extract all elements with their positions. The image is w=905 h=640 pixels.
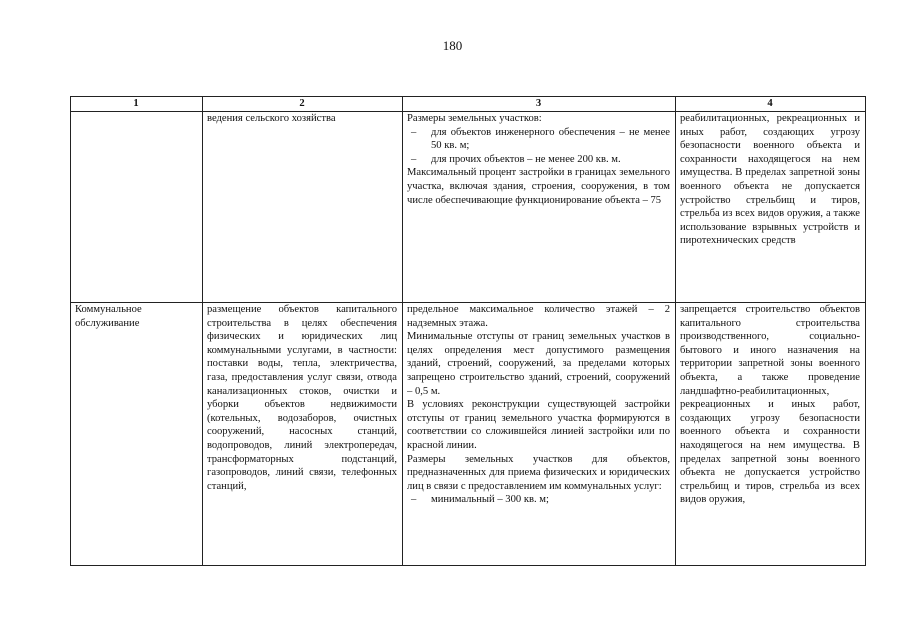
cell-text: реабилитационных, рекреационных и иных работ, создающих угрозу безопасности военного объекта и сохранности находящегося на нем имущества. В пределах запретной зоны военного объекта не допускается устройство стрельбищ и тиров, стрельба из всех видов оружия, а также использование взрывных устройств и пиротехнических средств — [680, 113, 860, 247]
permitted-use-description-cell — [203, 303, 403, 566]
land-use-type-cell — [71, 112, 203, 303]
cell-text: размещение объектов капитального строительства в целях обеспечения физических и юридических лиц коммунальными услугами, в частности: поставки воды, тепла, электричества, газа, предоставления услуг связи, отвода канализационных стоков, очистки и уборки объектов недвижимости (котельных, водозаборов, очистных сооружений, насосных станций, водопроводов, линий электропередач, трансформаторных подстанций, газопроводов, линий связи, телефонных станций, — [207, 304, 397, 492]
column-header: 4 — [676, 97, 866, 112]
table-row — [71, 112, 866, 303]
parameters-cell — [403, 303, 676, 566]
column-header: 2 — [203, 97, 403, 112]
parameters-text: Максимальный процент застройки в границах земельного участка, включая здания, строения, сооружения, в том числе обеспечивающие функционирование объекта – 75 — [407, 167, 670, 206]
table-header-row — [71, 97, 866, 112]
parameters-list — [407, 126, 670, 167]
cell-text: запрещается строительство объектов капитального строительства производственного, социально-бытового и иного назначения на территории запретной зоны военного объекта, а также проведение ландшафтно-реабилитационных, рекреационных и иных работ, создающих угрозу безопасности военного объекта и сохранности находящегося на нем имущества. В пределах запретной зоны военного объекта не допускается устройство стрельбищ и тиров, стрельба из всех видов оружия, — [680, 304, 860, 506]
column-header: 3 — [403, 97, 676, 112]
parameters-text: В условиях реконструкции существующей застройки отступы от границ земельного участка формируются в соответствии со сложившейся линией застройки или по красной линии. — [407, 399, 670, 451]
parameters-intro: Размеры земельных участков: — [407, 113, 542, 124]
land-use-type-cell — [71, 303, 203, 566]
regulations-table — [70, 96, 866, 566]
parameters-cell — [403, 112, 676, 303]
cell-text: ведения сельского хозяйства — [207, 113, 336, 124]
permitted-use-description-cell — [203, 112, 403, 303]
parameters-text: Размеры земельных участков для объектов, предназначенных для приема физических и юридических лиц в связи с предоставлением им коммунальных услуг: — [407, 453, 670, 492]
parameters-text: Минимальные отступы от границ земельных участков в целях определения мест допустимого размещения зданий, строений, сооружений, за пределами которых запрещено строительство зданий, строений, сооружений – 0,5 м. — [407, 331, 670, 397]
cell-text: Коммунальное обслуживание — [75, 304, 142, 329]
list-item: – для прочих объектов – не менее 200 кв. м. — [407, 153, 670, 167]
list-item: – минимальный – 300 кв. м; — [407, 493, 670, 507]
list-item: – для объектов инженерного обеспечения – не менее 50 кв. м; — [407, 126, 670, 153]
table-row — [71, 303, 866, 566]
restrictions-cell — [676, 303, 866, 566]
parameters-text: предельное максимальное количество этажей – 2 надземных этажа. — [407, 304, 670, 329]
page-number: 180 — [442, 38, 463, 53]
restrictions-cell — [676, 112, 866, 303]
column-header: 1 — [71, 97, 203, 112]
parameters-list — [407, 493, 670, 507]
